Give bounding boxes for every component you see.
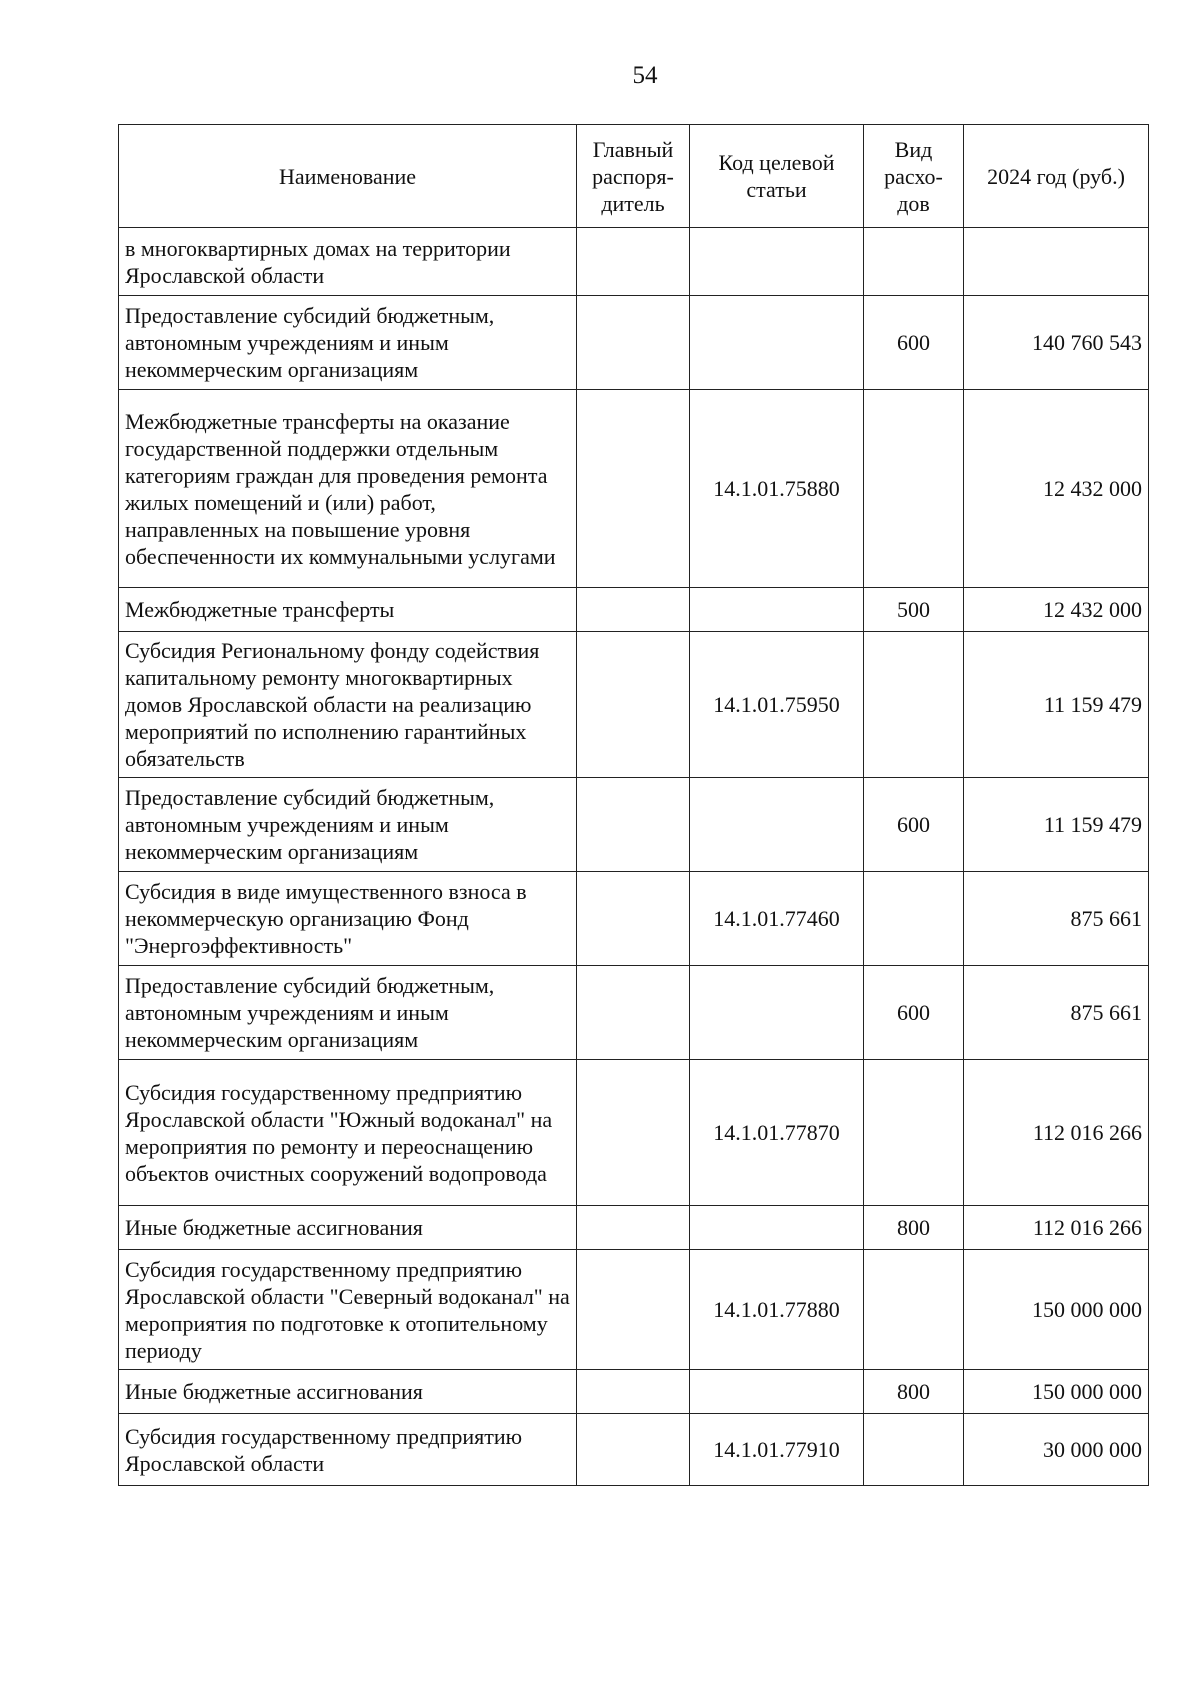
cell-main-manager: [577, 1250, 690, 1370]
table-row: [119, 390, 1149, 588]
cell-target-code: 14.1.01.75880: [690, 390, 864, 588]
table-row: [119, 1370, 1149, 1414]
cell-amount: 11 159 479: [964, 632, 1149, 778]
header-amount-2024: 2024 год (руб.): [964, 125, 1149, 228]
table-row: [119, 872, 1149, 966]
table-row: [119, 228, 1149, 296]
cell-main-manager: [577, 1414, 690, 1486]
cell-main-manager: [577, 1060, 690, 1206]
cell-name: Иные бюджетные ассигнования: [119, 1370, 577, 1414]
cell-target-code: 14.1.01.77880: [690, 1250, 864, 1370]
cell-amount: 11 159 479: [964, 778, 1149, 872]
header-main-manager: Главный распоря-дитель: [577, 125, 690, 228]
cell-expense-type: [864, 1250, 964, 1370]
cell-main-manager: [577, 296, 690, 390]
cell-expense-type: [864, 390, 964, 588]
cell-name: в многоквартирных домах на территории Ярославской области: [119, 228, 577, 296]
table-row: [119, 1060, 1149, 1206]
table-row: [119, 778, 1149, 872]
cell-main-manager: [577, 390, 690, 588]
cell-name: Субсидия Региональному фонду содействия капитальному ремонту многоквартирных домов Ярославской области на реализацию мероприятий по исполнению гарантийных обязательств: [119, 632, 577, 778]
table-row: [119, 296, 1149, 390]
cell-amount: 12 432 000: [964, 588, 1149, 632]
cell-main-manager: [577, 632, 690, 778]
cell-main-manager: [577, 778, 690, 872]
cell-amount: 140 760 543: [964, 296, 1149, 390]
cell-target-code: 14.1.01.77910: [690, 1414, 864, 1486]
table-row: [119, 1414, 1149, 1486]
cell-expense-type: 800: [864, 1370, 964, 1414]
cell-name: Субсидия государственному предприятию Ярославской области: [119, 1414, 577, 1486]
header-target-code: Код целевой статьи: [690, 125, 864, 228]
cell-amount: 875 661: [964, 872, 1149, 966]
table-row: [119, 966, 1149, 1060]
cell-name: Иные бюджетные ассигнования: [119, 1206, 577, 1250]
cell-name: Предоставление субсидий бюджетным, автономным учреждениям и иным некоммерческим организациям: [119, 778, 577, 872]
cell-expense-type: 600: [864, 966, 964, 1060]
cell-target-code: [690, 588, 864, 632]
cell-name: Предоставление субсидий бюджетным, автономным учреждениям и иным некоммерческим организациям: [119, 296, 577, 390]
cell-name: Предоставление субсидий бюджетным, автономным учреждениям и иным некоммерческим организациям: [119, 966, 577, 1060]
cell-target-code: [690, 296, 864, 390]
cell-name: Субсидия государственному предприятию Ярославской области "Южный водоканал" на мероприятия по ремонту и переоснащению объектов очистных сооружений водопровода: [119, 1060, 577, 1206]
budget-table: [118, 124, 1149, 1486]
table-body: [119, 228, 1149, 1486]
table-row: [119, 1250, 1149, 1370]
cell-name: Межбюджетные трансферты: [119, 588, 577, 632]
header-expense-type: Вид расхо-дов: [864, 125, 964, 228]
cell-expense-type: [864, 632, 964, 778]
cell-expense-type: [864, 1414, 964, 1486]
page-number: 54: [632, 62, 658, 89]
table-header-row: [119, 125, 1149, 228]
cell-amount: 112 016 266: [964, 1206, 1149, 1250]
cell-expense-type: 800: [864, 1206, 964, 1250]
cell-target-code: [690, 966, 864, 1060]
cell-amount: 875 661: [964, 966, 1149, 1060]
cell-main-manager: [577, 1370, 690, 1414]
cell-name: Межбюджетные трансферты на оказание государственной поддержки отдельным категориям граждан для проведения ремонта жилых помещений и (или) работ, направленных на повышение уровня обеспеченности их коммунальными услугами: [119, 390, 577, 588]
cell-expense-type: [864, 228, 964, 296]
table-row: [119, 588, 1149, 632]
cell-main-manager: [577, 1206, 690, 1250]
cell-amount: 150 000 000: [964, 1370, 1149, 1414]
table-row: [119, 1206, 1149, 1250]
cell-target-code: [690, 228, 864, 296]
cell-main-manager: [577, 228, 690, 296]
cell-target-code: [690, 1206, 864, 1250]
cell-main-manager: [577, 588, 690, 632]
cell-expense-type: [864, 872, 964, 966]
table-row: [119, 632, 1149, 778]
cell-target-code: 14.1.01.77870: [690, 1060, 864, 1206]
cell-expense-type: [864, 1060, 964, 1206]
cell-amount: 150 000 000: [964, 1250, 1149, 1370]
cell-amount: 112 016 266: [964, 1060, 1149, 1206]
cell-target-code: 14.1.01.77460: [690, 872, 864, 966]
cell-expense-type: 600: [864, 296, 964, 390]
cell-name: Субсидия в виде имущественного взноса в некоммерческую организацию Фонд "Энергоэффективность": [119, 872, 577, 966]
cell-amount: [964, 228, 1149, 296]
cell-target-code: [690, 1370, 864, 1414]
cell-amount: 30 000 000: [964, 1414, 1149, 1486]
cell-target-code: [690, 778, 864, 872]
cell-expense-type: 600: [864, 778, 964, 872]
cell-amount: 12 432 000: [964, 390, 1149, 588]
header-name: Наименование: [119, 125, 577, 228]
cell-expense-type: 500: [864, 588, 964, 632]
cell-name: Субсидия государственному предприятию Ярославской области "Северный водоканал" на мероприятия по подготовке к отопительному периоду: [119, 1250, 577, 1370]
cell-main-manager: [577, 966, 690, 1060]
cell-main-manager: [577, 872, 690, 966]
cell-target-code: 14.1.01.75950: [690, 632, 864, 778]
